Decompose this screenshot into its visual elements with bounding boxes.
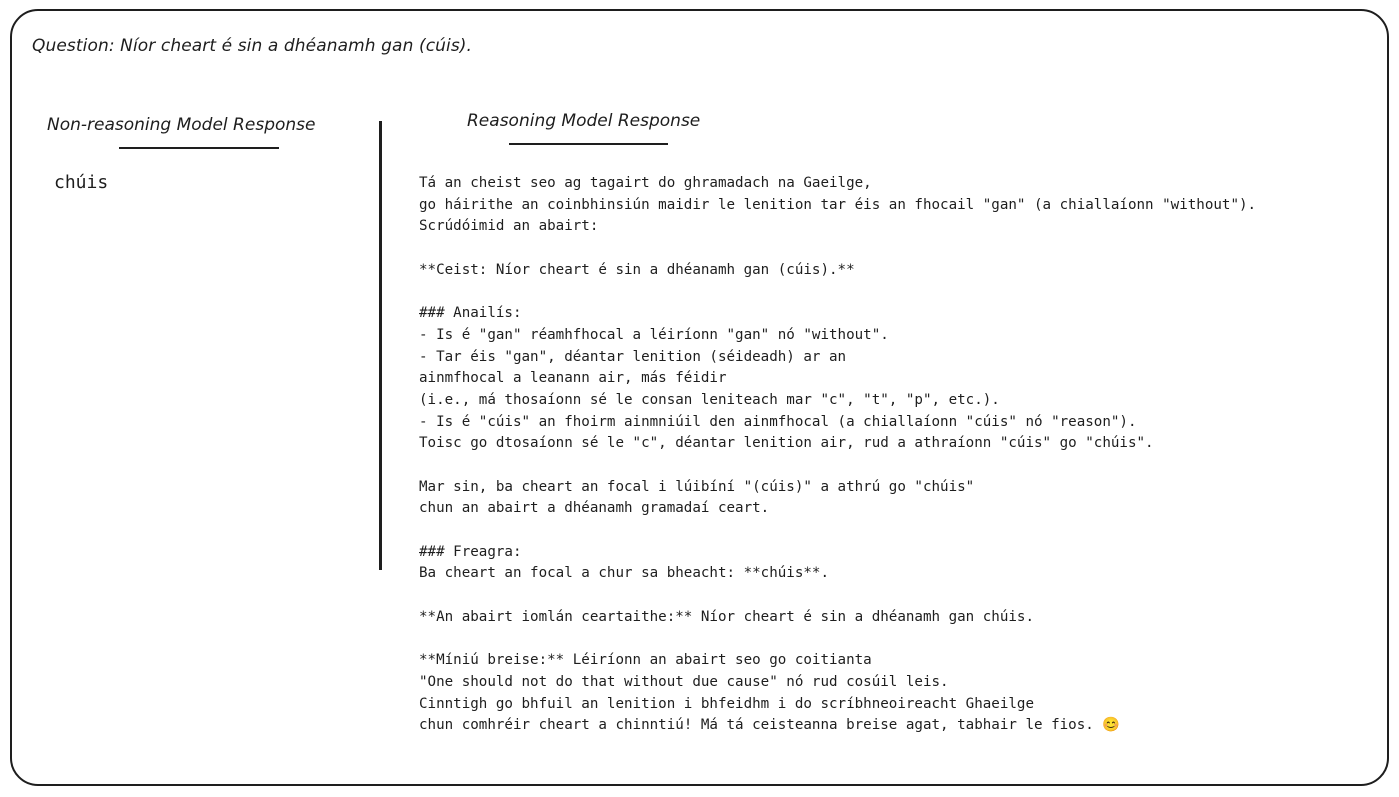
response-line: **Ceist: Níor cheart é sin a dhéanamh gan (cúis).** [419,261,855,278]
non-reasoning-answer: chúis [54,172,109,193]
response-line: - Is é "cúis" an fhoirm ainmniúil den ainmfhocal (a chiallaíonn "cúis" nó "reason"). [419,413,1137,430]
response-line [419,238,1256,260]
response-line: Cinntigh go bhfuil an lenition i bhfeidhm i do scríbhneoireacht Ghaeilge [419,695,1034,712]
question-text: Question: Níor cheart é sin a dhéanamh gan (cúis). [32,36,473,56]
response-line: "One should not do that without due cause" nó rud cosúil leis. [419,673,949,690]
response-line: chun an abairt a dhéanamh gramadaí ceart. [419,500,770,517]
reasoning-title: Reasoning Model Response [467,111,701,131]
response-line: ### Anailís: [419,305,522,322]
response-line [419,628,1256,650]
response-line: Ba cheart an focal a chur sa bheacht: **chúis**. [419,565,829,582]
response-line: ainmfhocal a leanann air, más féidir [419,370,727,387]
response-line [419,520,1256,542]
non-reasoning-title: Non-reasoning Model Response [47,115,316,135]
reasoning-response [419,173,1256,737]
response-line [419,281,1256,303]
response-line: ### Freagra: [419,543,522,560]
response-line: - Is é "gan" réamhfhocal a léiríonn "gan" nó "without". [419,326,889,343]
column-divider [379,121,382,570]
response-line: chun comhréir cheart a chinntiú! Má tá ceisteanna breise agat, tabhair le fios. 😊 [419,717,1120,734]
response-line: Tá an cheist seo ag tagairt do ghramadach na Gaeilge, [419,175,872,191]
response-line: Toisc go dtosaíonn sé le "c", déantar lenition air, rud a athraíonn "cúis" go "chúis". [419,435,1154,452]
response-line: **An abairt iomlán ceartaithe:** Níor cheart é sin a dhéanamh gan chúis. [419,608,1034,625]
non-reasoning-title-underline [119,147,279,149]
response-line: **Míniú breise:** Léiríonn an abairt seo go coitianta [419,652,872,669]
response-line: Mar sin, ba cheart an focal i lúibíní "(cúis)" a athrú go "chúis" [419,478,975,495]
response-line: Scrúdóimid an abairt: [419,218,599,235]
reasoning-title-underline [509,143,668,145]
response-line [419,585,1256,607]
response-line: go háirithe an coinbhinsiún maidir le lenition tar éis an fhocail "gan" (a chiallaíonn "without"). [419,196,1257,213]
response-line [419,455,1256,477]
response-line: - Tar éis "gan", déantar lenition (séideadh) ar an [419,348,847,365]
response-line: (i.e., má thosaíonn sé le consan leniteach mar "c", "t", "p", etc.). [419,391,1000,408]
